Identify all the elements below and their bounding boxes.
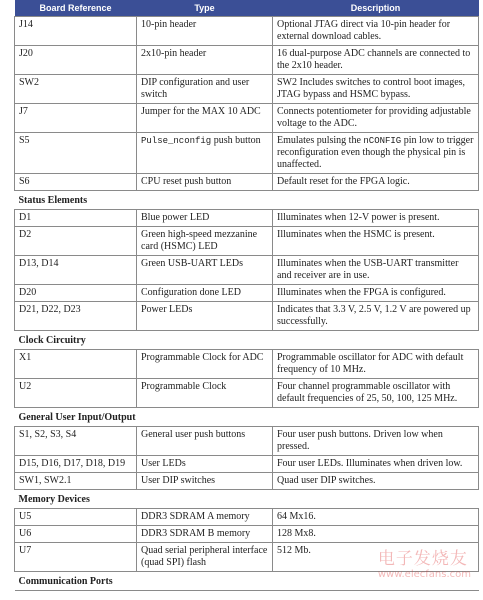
cell-desc: Connects potentiometer for providing adjustable voltage to the ADC. (273, 104, 479, 133)
section-title: Communication Ports (15, 572, 479, 591)
cell-desc: SW2 Includes switches to control boot images, JTAG bypass and HSMC bypass. (273, 75, 479, 104)
table-row (15, 509, 479, 526)
table-header-row (15, 0, 479, 17)
cell-ref: D21, D22, D23 (15, 302, 137, 331)
board-components-table (14, 0, 479, 591)
table-row (15, 75, 479, 104)
cell-type: Quad serial peripheral interface (quad SPI) flash (137, 543, 273, 572)
section-title: Clock Circuitry (15, 331, 479, 350)
cell-type: Green USB-UART LEDs (137, 256, 273, 285)
cell-ref: U6 (15, 526, 137, 543)
cell-desc: 16 dual-purpose ADC channels are connected to the 2x10 header. (273, 46, 479, 75)
table-row (15, 256, 479, 285)
cell-ref: S1, S2, S3, S4 (15, 427, 137, 456)
section-title: General User Input/Output (15, 408, 479, 427)
cell-ref: D13, D14 (15, 256, 137, 285)
cell-type: User DIP switches (137, 473, 273, 490)
watermark-url: www.elecfans.com (377, 569, 471, 580)
cell-desc: Programmable oscillator for ADC with default frequency of 10 MHz. (273, 350, 479, 379)
table-row (15, 379, 479, 408)
watermark-text: 电子发烧友 (377, 549, 468, 569)
cell-type: DDR3 SDRAM A memory (137, 509, 273, 526)
cell-desc: Illuminates when 12-V power is present. (273, 210, 479, 227)
cell-desc: Illuminates when the FPGA is configured. (273, 285, 479, 302)
cell-ref: S6 (15, 174, 137, 191)
table-row (15, 285, 479, 302)
table-row (15, 227, 479, 256)
section-row (15, 490, 479, 509)
table-row (15, 526, 479, 543)
cell-desc: 128 Mx8. (273, 526, 479, 543)
section-row (15, 408, 479, 427)
cell-type: DDR3 SDRAM B memory (137, 526, 273, 543)
cell-type: Green high-speed mezzanine card (HSMC) LED (137, 227, 273, 256)
cell-type: Jumper for the MAX 10 ADC (137, 104, 273, 133)
table-row (15, 133, 479, 174)
cell-desc: Default reset for the FPGA logic. (273, 174, 479, 191)
cell-desc: Optional JTAG direct via 10-pin header for external download cables. (273, 17, 479, 46)
cell-type: DIP configuration and user switch (137, 75, 273, 104)
section-title: Memory Devices (15, 490, 479, 509)
cell-type: 10-pin header (137, 17, 273, 46)
cell-desc: Illuminates when the USB-UART transmitter and receiver are in use. (273, 256, 479, 285)
table-row (15, 17, 479, 46)
cell-type: Programmable Clock for ADC (137, 350, 273, 379)
table-row (15, 302, 479, 331)
cell-type: Configuration done LED (137, 285, 273, 302)
section-title: Status Elements (15, 191, 479, 210)
cell-ref: SW2 (15, 75, 137, 104)
cell-desc: Four channel programmable oscillator with default frequencies of 25, 50, 100, 125 MHz. (273, 379, 479, 408)
cell-type: Programmable Clock (137, 379, 273, 408)
header-board-reference: Board Reference (15, 0, 137, 17)
header-type: Type (137, 0, 273, 17)
cell-type: Power LEDs (137, 302, 273, 331)
cell-type: User LEDs (137, 456, 273, 473)
code-text: Pulse_nconfig (141, 136, 212, 146)
cell-ref: SW1, SW2.1 (15, 473, 137, 490)
table-row (15, 174, 479, 191)
table-row (15, 350, 479, 379)
cell-desc-pre: Emulates pulsing the (277, 135, 364, 146)
header-description: Description (273, 0, 479, 17)
cell-type: Blue power LED (137, 210, 273, 227)
cell-ref: J20 (15, 46, 137, 75)
table-row (15, 427, 479, 456)
cell-desc: Four user LEDs. Illuminates when driven low. (273, 456, 479, 473)
cell-ref: D1 (15, 210, 137, 227)
watermark-logo (378, 544, 471, 580)
cell-type: General user push buttons (137, 427, 273, 456)
cell-ref: D2 (15, 227, 137, 256)
cell-type-text: push button (211, 135, 261, 146)
cell-type: 2x10-pin header (137, 46, 273, 75)
cell-ref: D20 (15, 285, 137, 302)
cell-desc: Illuminates when the HSMC is present. (273, 227, 479, 256)
cell-desc-text: pin low to trigger reconfiguration even though the physical pin is unaffected. (277, 135, 474, 170)
table-row (15, 456, 479, 473)
cell-ref: J7 (15, 104, 137, 133)
cell-desc: Quad user DIP switches. (273, 473, 479, 490)
cell-desc: Indicates that 3.3 V, 2.5 V, 1.2 V are powered up successfully. (273, 302, 479, 331)
cell-type: CPU reset push button (137, 174, 273, 191)
cell-desc: 512 Mb. (273, 543, 479, 572)
cell-desc (273, 133, 479, 174)
cell-type (137, 133, 273, 174)
table-row (15, 104, 479, 133)
cell-ref: S5 (15, 133, 137, 174)
section-row (15, 191, 479, 210)
table-row (15, 46, 479, 75)
section-row (15, 331, 479, 350)
cell-ref: U2 (15, 379, 137, 408)
cell-ref: U7 (15, 543, 137, 572)
cell-ref: J14 (15, 17, 137, 46)
cell-desc: 64 Mx16. (273, 509, 479, 526)
code-text: nCONFIG (363, 136, 402, 146)
table-row (15, 210, 479, 227)
cell-desc: Four user push buttons. Driven low when pressed. (273, 427, 479, 456)
cell-ref: X1 (15, 350, 137, 379)
table-row (15, 473, 479, 490)
cell-ref: U5 (15, 509, 137, 526)
cell-ref: D15, D16, D17, D18, D19 (15, 456, 137, 473)
